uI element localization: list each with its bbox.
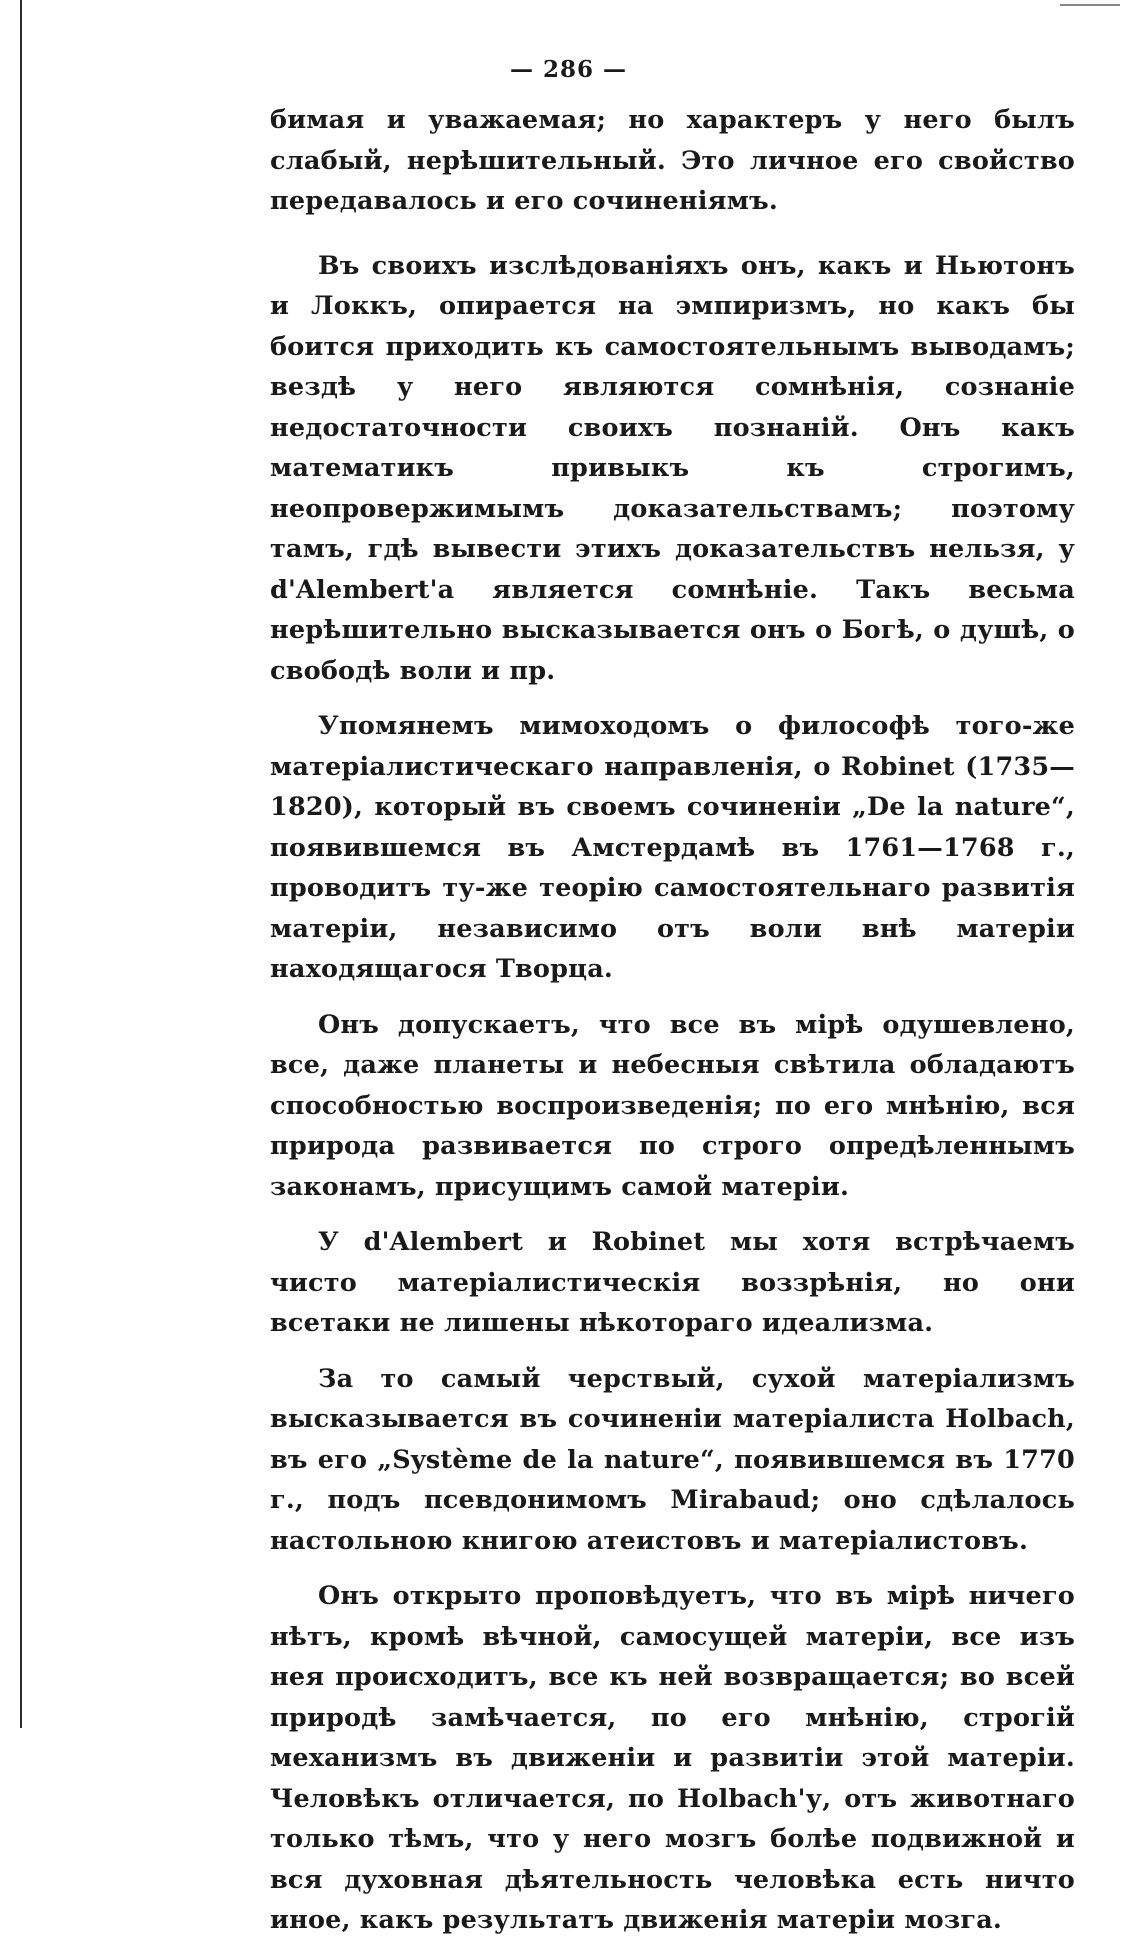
paragraph: бимая и уважаемая; но характеръ у него былъ слабый, нерѣшительный. Это личное его свойство передавалось и его сочиненіямъ. xyxy=(270,105,1075,216)
body-text xyxy=(270,100,1075,1956)
paragraph: Онъ допускаетъ, что все въ мірѣ одушевлено, все, даже планеты и небесныя свѣтила обладаютъ способностью воспроизведенія; по его мнѣнію, вся природа развивается по строго опредѣленнымъ законамъ, присущимъ самой матеріи. xyxy=(270,1009,1075,1202)
page-scan-edge xyxy=(20,0,22,1728)
paragraph: У d'Alembert и Robinet мы хотя встрѣчаемъ чисто матеріалистическія воззрѣнія, но они всетаки не лишены нѣкотораго идеализма. xyxy=(270,1227,1075,1338)
paragraph: Упомянемъ мимоходомъ о философѣ того-же матеріалистическаго направленія, о Robinet (1735—1820), который въ своемъ сочиненіи „De la nature“, появившемся въ Амстердамѣ въ 1761—1768 г., проводитъ ту-же теорію самостоятельнаго развитія матеріи, независимо отъ воли внѣ матеріи находящагося Творца. xyxy=(270,711,1075,984)
page-number: — 286 — xyxy=(510,56,628,83)
paragraph: Въ своихъ изслѣдованіяхъ онъ, какъ и Ньютонъ и Локкъ, опирается на эмпиризмъ, но какъ бы боится приходить къ самостоятельнымъ выводамъ; вездѣ у него являются сомнѣнія, сознаніе недостаточности своихъ познаній. Онъ какъ математикъ привыкъ къ строгимъ, неопровержимымъ доказательствамъ; поэтому тамъ, гдѣ вывести этихъ доказательствъ нельзя, у d'Alembert'а является сомнѣніе. Такъ весьма нерѣшительно высказывается онъ о Богѣ, о душѣ, о свободѣ воли и пр. xyxy=(270,250,1075,686)
scan-mark xyxy=(1060,4,1120,6)
paragraph: Онъ открыто проповѣдуетъ, что въ мірѣ ничего нѣтъ, кромѣ вѣчной, самосущей матеріи, все изъ нея происходитъ, все къ ней возвращается; во всей природѣ замѣчается, по его мнѣнію, строгій механизмъ въ движеніи и развитіи этой матеріи. Человѣкъ отличается, по Holbach'у, отъ животнаго только тѣмъ, что у него мозгъ болѣе подвижной и вся духовная дѣятельность человѣка есть ничто иное, какъ результатъ движенія матеріи мозга. xyxy=(270,1581,1075,1935)
paragraph: За то самый черствый, сухой матеріализмъ высказывается въ сочиненіи матеріалиста Holbach, въ его „Système de la nature“, появившемся въ 1770 г., подъ псевдонимомъ Mirabaud; оно сдѣлалось настольною книгою атеистовъ и матеріалистовъ. xyxy=(270,1363,1075,1556)
